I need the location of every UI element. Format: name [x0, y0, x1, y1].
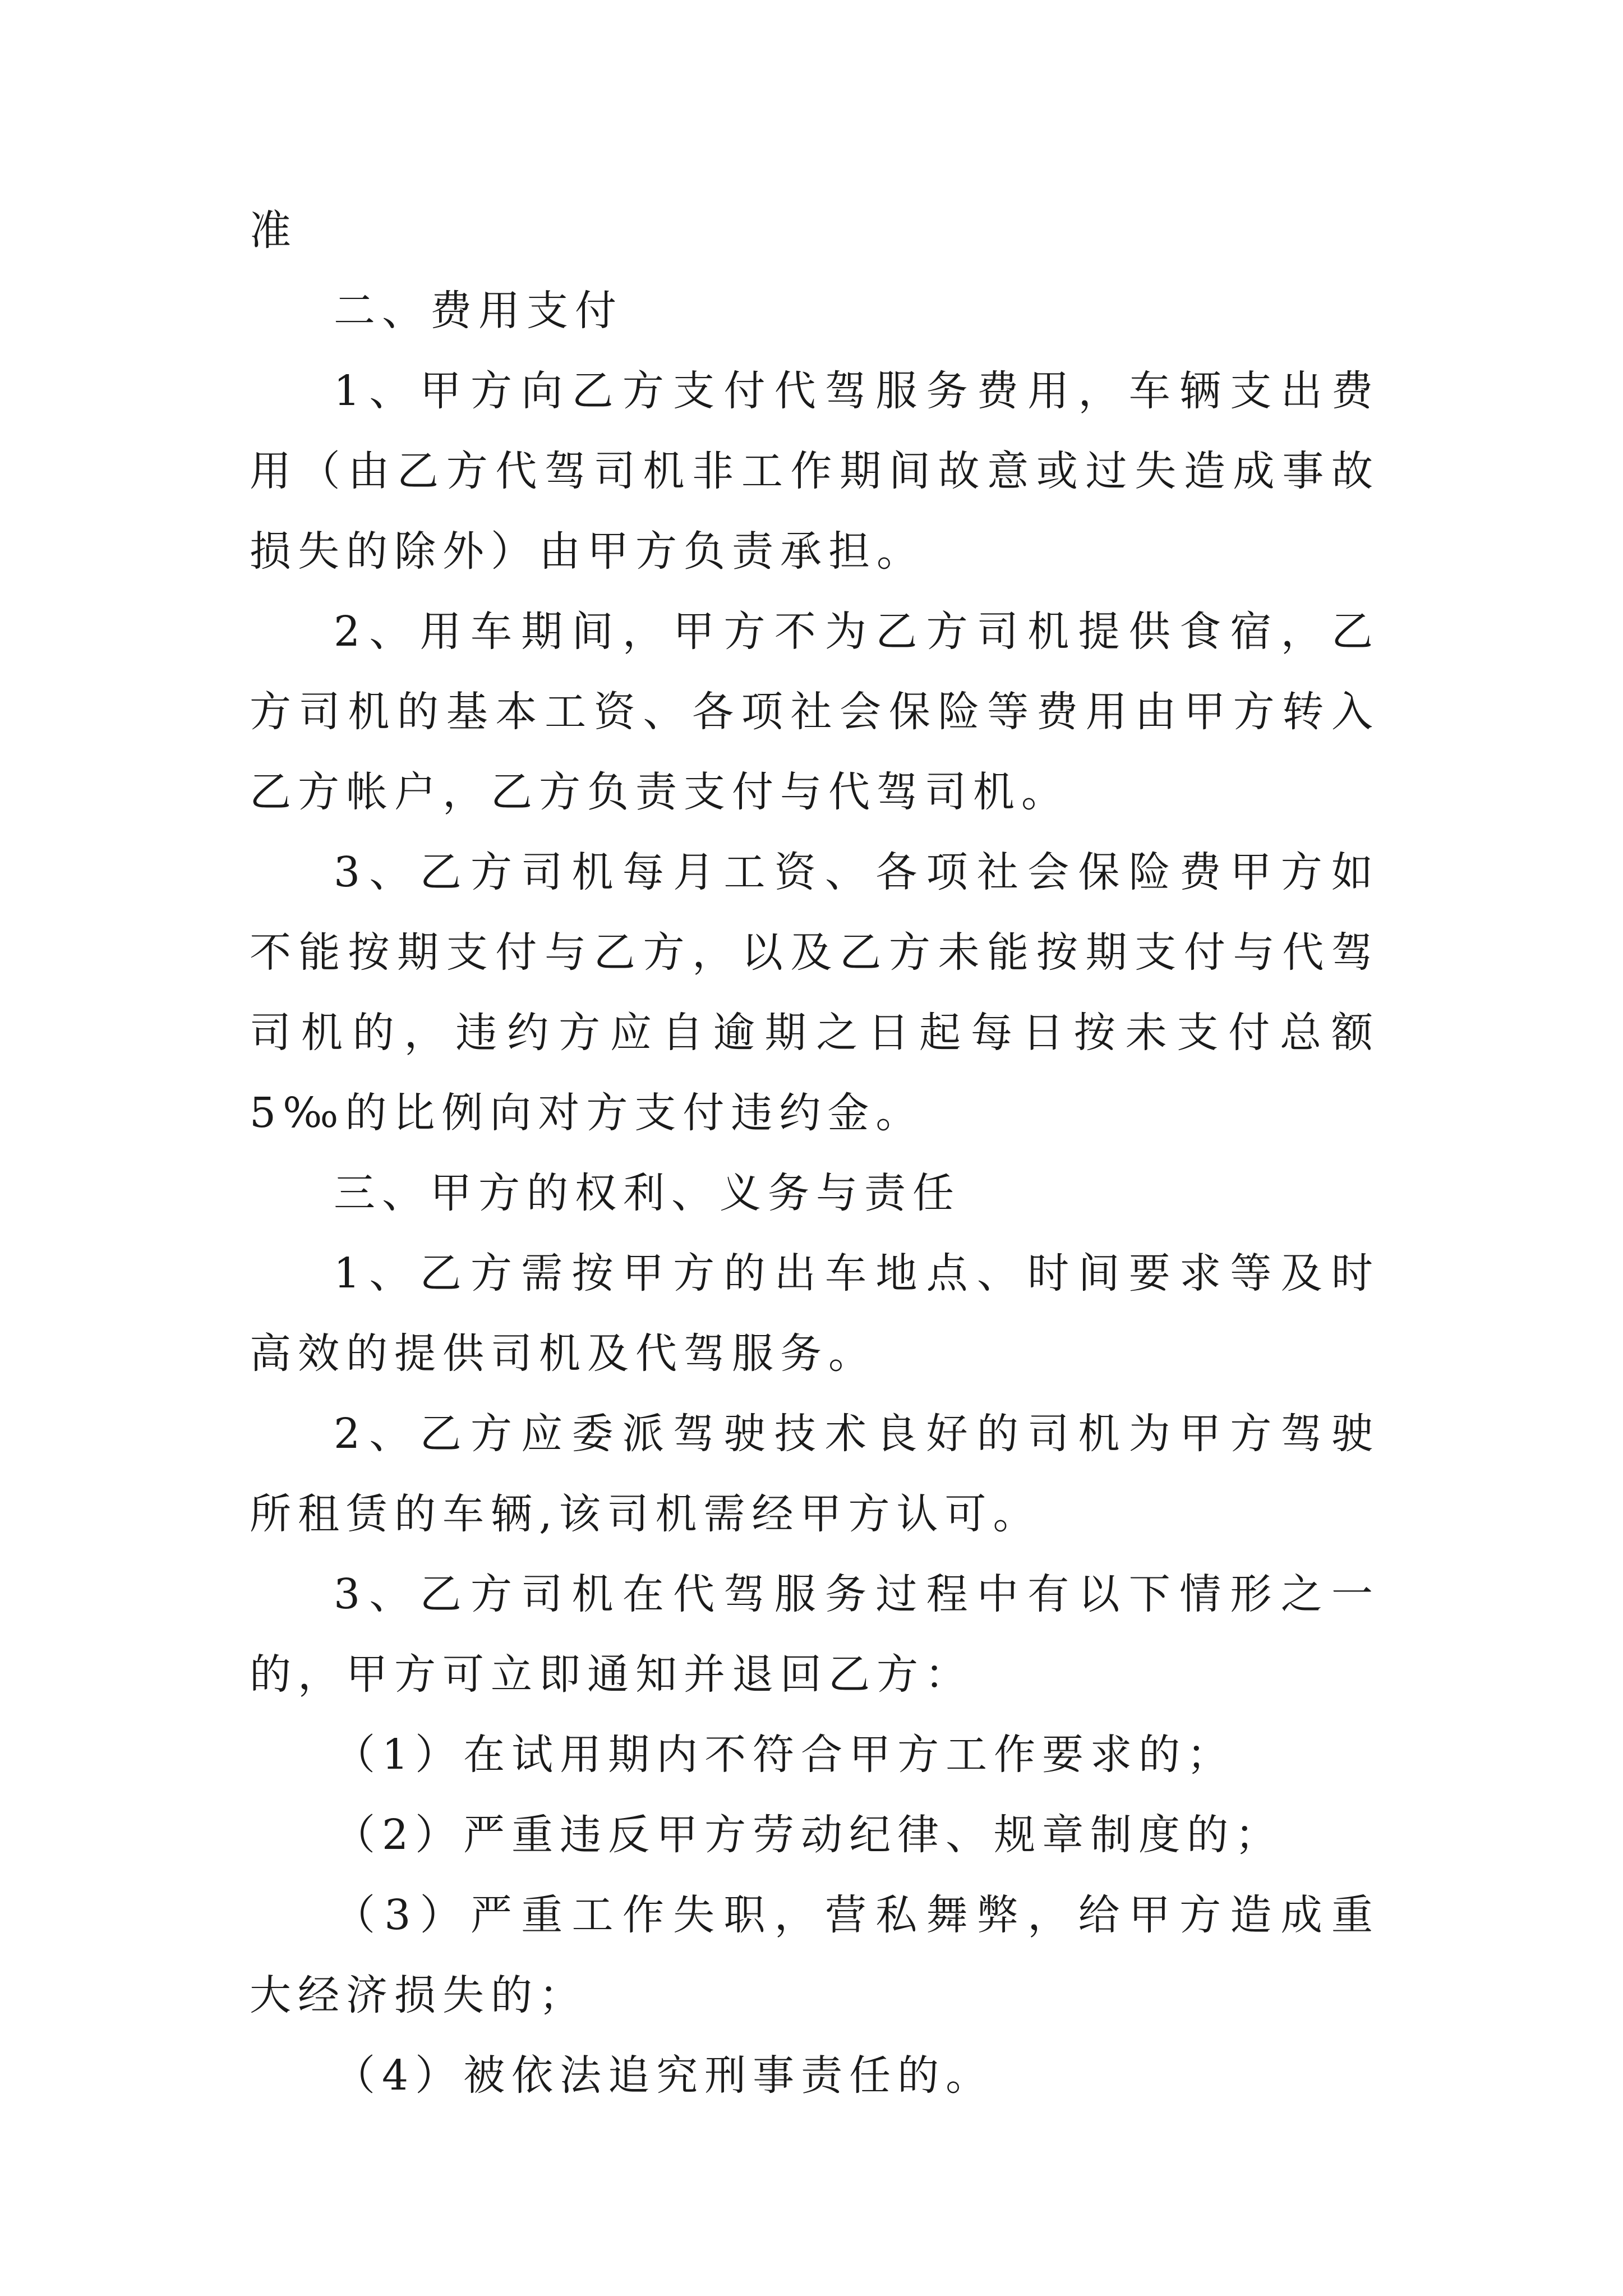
clause-rights-1: 1、乙方需按甲方的出车地点、时间要求等及时高效的提供司机及代驾服务。: [250, 1249, 1380, 1378]
clause-fee-3: 3、乙方司机每月工资、各项社会保险费甲方如不能按期支付与乙方，以及乙方未能按期支付与代驾司机的，违约方应自逾期之日起每日按未支付总额5‰的比例向对方支付违约金。: [250, 848, 1380, 1137]
sub-item-1: （1）在试用期内不符合甲方工作要求的；: [334, 1731, 1235, 1779]
paragraph-continuation: 准: [250, 206, 298, 255]
clause-fee-2: 2、用车期间，甲方不为乙方司机提供食宿，乙方司机的基本工资、各项社会保险等费用由甲方转入乙方帐户，乙方负责支付与代驾司机。: [250, 608, 1380, 816]
sub-item-4: （4）被依法追究刑事责任的。: [334, 2051, 994, 2100]
sub-item-2: （2）严重违反甲方劳动纪律、规章制度的；: [334, 1811, 1284, 1859]
clause-rights-2: 2、乙方应委派驾驶技术良好的司机为甲方驾驶所租赁的车辆,该司机需经甲方认可。: [250, 1410, 1380, 1538]
section-heading-party-a-rights: 三、甲方的权利、义务与责任: [334, 1169, 961, 1217]
clause-fee-1: 1、甲方向乙方支付代驾服务费用，车辆支出费用（由乙方代驾司机非工作期间故意或过失造成事故损失的除外）由甲方负责承担。: [250, 367, 1380, 576]
clause-rights-3: 3、乙方司机在代驾服务过程中有以下情形之一的，甲方可立即通知并退回乙方：: [250, 1570, 1380, 1699]
document-body: [250, 191, 1380, 2116]
section-heading-fee-payment: 二、费用支付: [334, 287, 623, 335]
sub-item-3: （3）严重工作失职，营私舞弊，给甲方造成重大经济损失的；: [250, 1891, 1380, 2019]
